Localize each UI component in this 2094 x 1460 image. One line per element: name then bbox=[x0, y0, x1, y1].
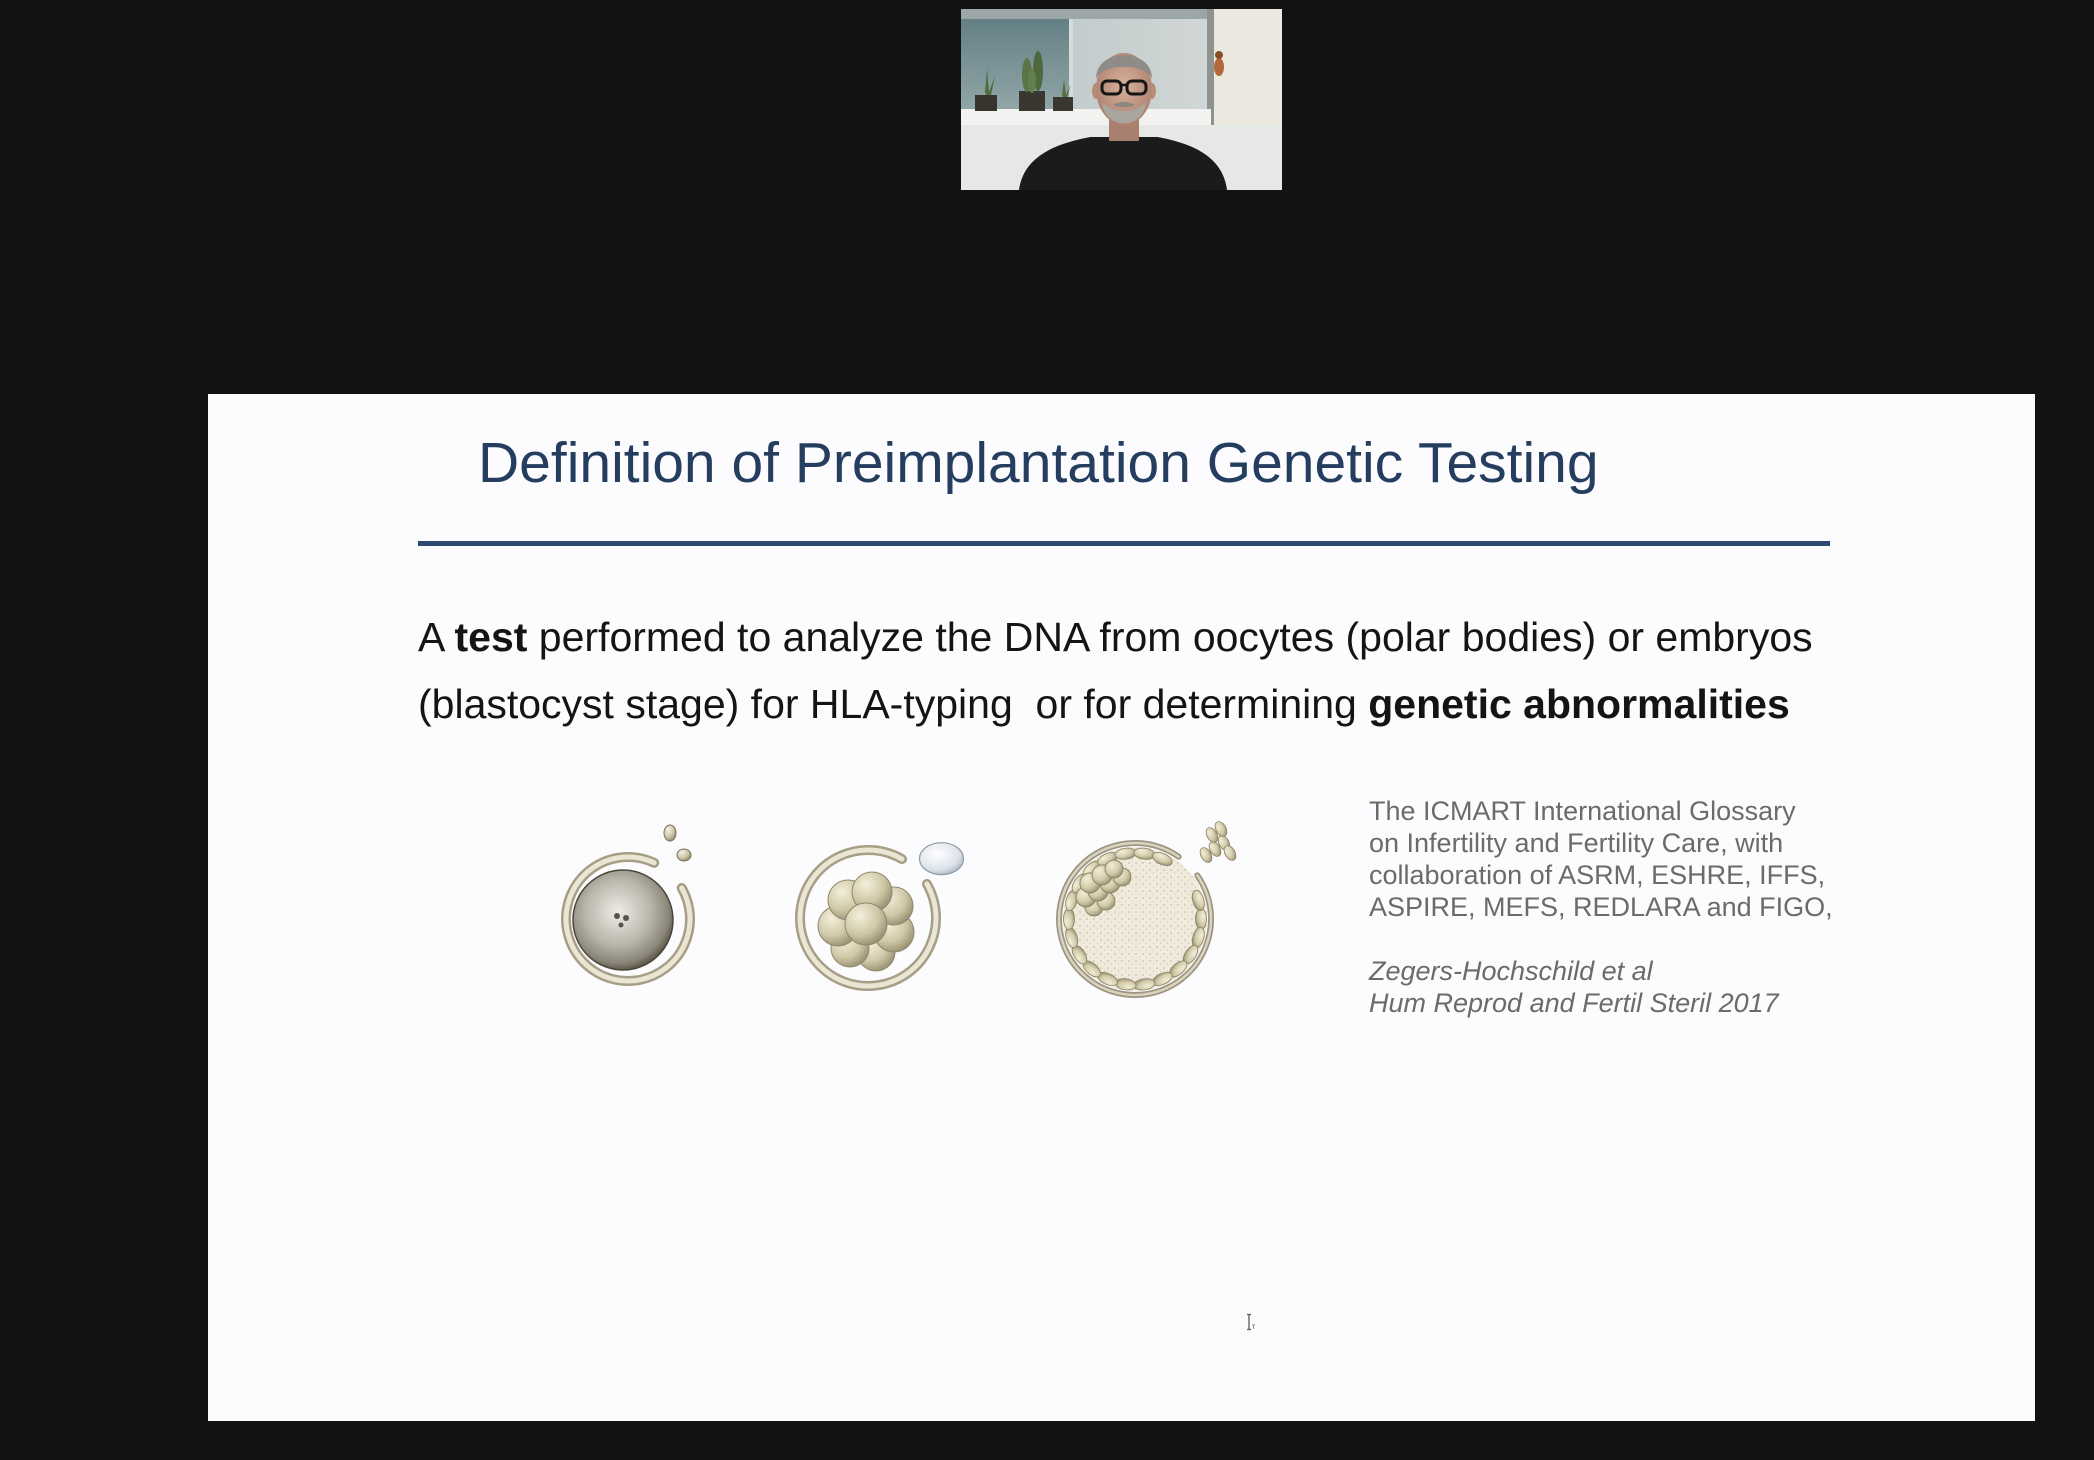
shelf-ledge bbox=[961, 109, 1211, 125]
blastomere bbox=[845, 903, 887, 945]
icm-cell bbox=[1105, 860, 1123, 878]
definition-line bbox=[418, 604, 1813, 671]
definition-text-segment: performed to analyze the DNA from oocytes (polar bodies) or embryos bbox=[527, 614, 1813, 660]
emphasized-term: genetic abnormalities bbox=[1368, 681, 1790, 727]
biopsied-blastomere bbox=[920, 843, 964, 875]
cursor-mark bbox=[1252, 1325, 1255, 1329]
cleavage-stage-embryo-biopsy-icon bbox=[790, 830, 970, 1005]
citation-source-line: on Infertility and Fertility Care, with bbox=[1369, 828, 1784, 858]
cursor-ibeam bbox=[1247, 1315, 1251, 1330]
citation-source-line: The ICMART International Glossary bbox=[1369, 796, 1796, 826]
citation-reference bbox=[1369, 955, 1833, 1019]
figurine-head bbox=[1215, 51, 1223, 59]
pronucleus bbox=[619, 923, 624, 928]
ooplasm bbox=[573, 870, 673, 970]
citation-source-line: ASPIRE, MEFS, REDLARA and FIGO, bbox=[1369, 892, 1833, 922]
slide-title: Definition of Preimplantation Genetic Testing bbox=[478, 431, 1599, 495]
doorway bbox=[1214, 9, 1282, 127]
pronucleus bbox=[614, 913, 620, 919]
plant-pot bbox=[975, 95, 997, 111]
citation-source-line: collaboration of ASRM, ESHRE, IFFS, bbox=[1369, 860, 1826, 890]
trophectoderm-cell bbox=[1064, 909, 1075, 930]
figurine bbox=[1214, 58, 1224, 76]
definition-line bbox=[418, 671, 1813, 738]
shared-slide bbox=[208, 394, 2035, 1421]
plant-pot bbox=[1053, 97, 1073, 111]
participant-video-feed bbox=[961, 9, 1282, 190]
pronucleus bbox=[623, 915, 629, 921]
citation bbox=[1369, 795, 1833, 1019]
biopsied-trophectoderm-cells bbox=[1198, 820, 1239, 865]
trophectoderm-cell bbox=[1196, 909, 1207, 930]
polar-body bbox=[677, 849, 691, 861]
definition-text-segment: (blastocyst stage) for HLA-typing or for determining bbox=[418, 681, 1369, 727]
cactus bbox=[1028, 69, 1036, 93]
blastomeres bbox=[818, 872, 914, 971]
emphasized-term: test bbox=[454, 614, 528, 660]
polar-body bbox=[664, 825, 676, 841]
text-cursor-icon bbox=[1245, 1313, 1257, 1331]
blastocyst-biopsy-icon bbox=[1050, 805, 1250, 1005]
oocyte-with-polar-bodies-icon bbox=[548, 815, 708, 995]
definition-text bbox=[418, 604, 1813, 738]
citation-reference-line: Zegers-Hochschild et al bbox=[1369, 956, 1653, 986]
citation-reference-line: Hum Reprod and Fertil Steril 2017 bbox=[1369, 988, 1779, 1018]
definition-text-segment: A bbox=[418, 614, 455, 660]
title-divider bbox=[418, 541, 1830, 546]
participant-video-tile[interactable] bbox=[961, 9, 1282, 190]
plant-pot bbox=[1019, 91, 1045, 111]
